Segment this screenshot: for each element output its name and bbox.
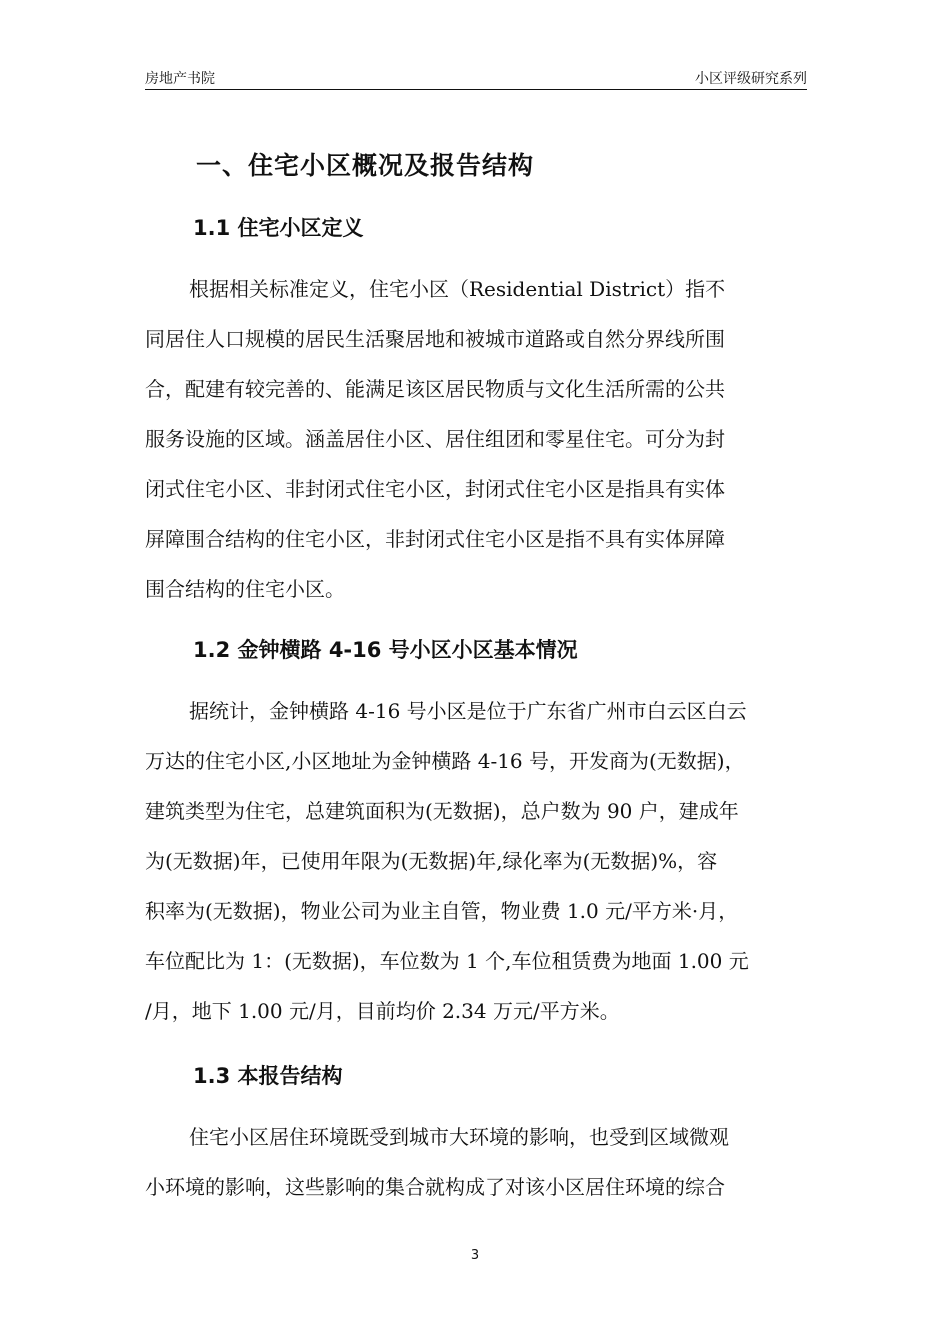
paragraph-line: 屏障围合结构的住宅小区，非封闭式住宅小区是指不具有实体屏障 [145, 527, 725, 551]
section-heading-1-3: 1.3 本报告结构 [193, 1064, 343, 1088]
paragraph-line: 服务设施的区域。涵盖居住小区、居住组团和零星住宅。可分为封 [145, 427, 725, 451]
header-divider [145, 89, 807, 90]
paragraph-line: 合，配建有较完善的、能满足该区居民物质与文化生活所需的公共 [145, 377, 725, 401]
header-series: 小区评级研究系列 [695, 71, 807, 87]
section-body-1-2 [145, 696, 810, 1046]
paragraph-line: 住宅小区居住环境既受到城市大环境的影响，也受到区域微观 [189, 1125, 729, 1149]
section-heading-1-2: 1.2 金钟横路 4-16 号小区小区基本情况 [193, 638, 578, 662]
paragraph-line: 同居住人口规模的居民生活聚居地和被城市道路或自然分界线所围 [145, 327, 725, 351]
paragraph-line: 围合结构的住宅小区。 [145, 577, 345, 601]
paragraph-line: 据统计，金钟横路 4-16 号小区是位于广东省广州市白云区白云 [189, 699, 747, 723]
page-number: 3 [470, 1248, 480, 1263]
paragraph-line: 积率为(无数据)，物业公司为业主自管，物业费 1.0 元/平方米·月， [145, 899, 739, 923]
chapter-title: 一、住宅小区概况及报告结构 [196, 151, 535, 180]
paragraph-line: 为(无数据)年，已使用年限为(无数据)年,绿化率为(无数据)%，容 [145, 849, 718, 873]
paragraph-line: 建筑类型为住宅，总建筑面积为(无数据)，总户数为 90 户，建成年 [145, 799, 739, 823]
section-body-1-3 [145, 1122, 810, 1222]
section-body-1-1 [145, 274, 810, 624]
paragraph-line: 车位配比为 1：(无数据)，车位数为 1 个,车位租赁费为地面 1.00 元 [145, 949, 749, 973]
section-heading-1-1: 1.1 住宅小区定义 [193, 216, 364, 240]
paragraph-line: 闭式住宅小区、非封闭式住宅小区，封闭式住宅小区是指具有实体 [145, 477, 725, 501]
page-header [145, 64, 807, 88]
paragraph-line: 万达的住宅小区,小区地址为金钟横路 4-16 号，开发商为(无数据)， [145, 749, 745, 773]
header-publisher: 房地产书院 [145, 71, 215, 87]
paragraph-line: 根据相关标准定义，住宅小区（Residential District）指不 [189, 277, 726, 301]
paragraph-line: 小环境的影响，这些影响的集合就构成了对该小区居住环境的综合 [145, 1175, 725, 1199]
paragraph-line: /月，地下 1.00 元/月，目前均价 2.34 万元/平方米。 [145, 999, 620, 1023]
